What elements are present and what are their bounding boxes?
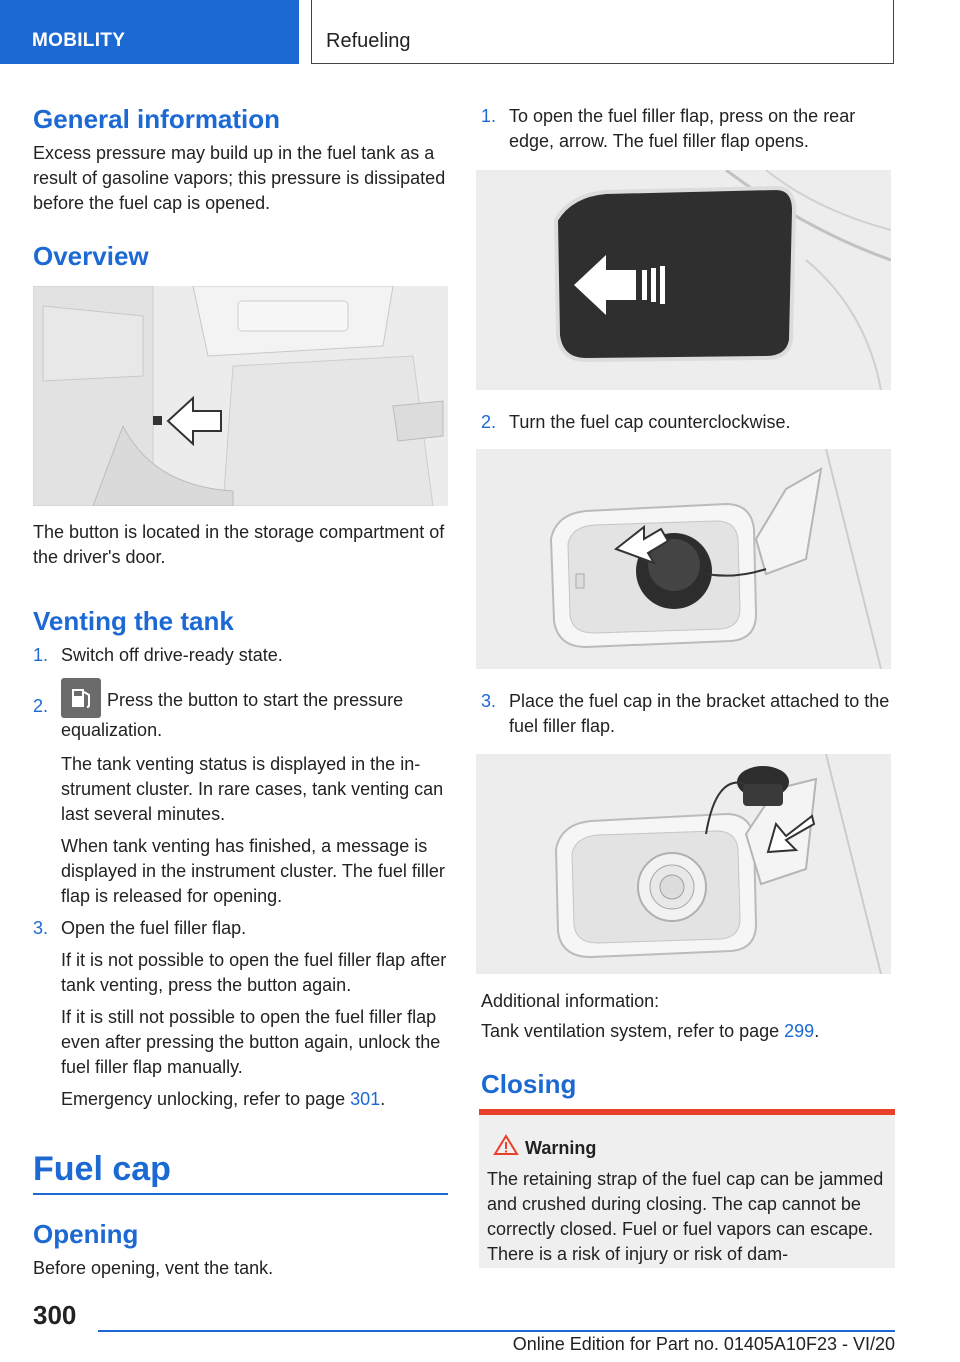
fuel-flap-illustration <box>476 170 891 390</box>
venting-step-paragraph: If it is not possible to open the fuel filler flap after tank venting, press the button again. <box>61 950 447 995</box>
fuel-cap-bracket-drawing <box>476 754 891 974</box>
page-number: 300 <box>33 1300 77 1330</box>
venting-step-paragraph: When tank venting has finished, a message is displayed in the instrument cluster. The fuel filler flap is released for opening. <box>61 836 445 906</box>
warning-box <box>479 1115 895 1268</box>
section-label: MOBILITY <box>32 30 126 51</box>
fuel-cap-bracket-illustration <box>476 754 891 974</box>
heading-rule <box>33 1193 448 1195</box>
cross-reference-text: Emergency unlocking, refer to page <box>61 1089 351 1109</box>
venting-step-text: Switch off drive-ready state. <box>61 645 283 665</box>
opening-step-number: 1. <box>481 106 497 126</box>
fuel-cap-turn-illustration <box>476 449 891 669</box>
venting-step-paragraph: If it is still not possible to open the fuel filler flap even after pressing the button again, unlock the fuel filler flap manually. <box>61 1007 441 1077</box>
opening-step-number: 3. <box>481 691 497 711</box>
cross-reference-text: Tank ventilation system, refer to page <box>481 1021 785 1041</box>
venting-step-paragraph <box>61 1087 448 1112</box>
fuel-pump-button-icon <box>61 678 101 718</box>
door-storage-illustration <box>33 286 448 506</box>
venting-step-number: 1. <box>33 645 49 665</box>
footer-rule <box>98 1330 895 1332</box>
fuel-cap-turn-drawing <box>476 449 891 669</box>
fuel-cap-heading: Fuel cap <box>33 1150 171 1188</box>
edition-footer: Online Edition for Part no. 01405A10F23 - VI/20 <box>512 1334 895 1354</box>
page-301-link[interactable]: 301 <box>350 1089 381 1109</box>
warning-text: The retaining strap of the fuel cap can be jammed and crushed during closing. The cap cannot be correctly closed. Fuel or fuel vapors can escape. There is a risk of injury or risk of dam- <box>487 1169 884 1264</box>
opening-text: Before opening, vent the tank. <box>33 1258 274 1278</box>
fuel-pump-glyph <box>61 678 101 718</box>
fuel-flap-drawing <box>476 170 891 390</box>
general-information-text: Excess pressure may build up in the fuel tank as a result of gasoline vapors; this pressure is dissipated before the fuel cap is opened. <box>33 143 446 213</box>
venting-step-text <box>61 678 448 743</box>
tank-ventilation-reference <box>481 1019 895 1044</box>
door-storage-drawing <box>33 286 448 506</box>
cross-reference-end: . <box>814 1021 820 1041</box>
venting-step-number: 3. <box>33 918 49 938</box>
opening-step-text: To open the fuel filler flap, press on the rear edge, arrow. The fuel filler flap opens. <box>509 106 856 151</box>
page-299-link[interactable]: 299 <box>784 1021 815 1041</box>
venting-heading: Venting the tank <box>33 606 234 636</box>
overview-heading: Overview <box>33 241 149 271</box>
venting-step-2-text: Press the button to start the pressure equalization. <box>61 690 404 740</box>
topic-tab <box>311 0 894 64</box>
section-tab <box>0 0 299 64</box>
venting-step-paragraph: The tank venting status is displayed in the instrument cluster. In rare cases, tank venting can last several minutes. <box>61 754 444 824</box>
general-information-heading: General information <box>33 104 281 134</box>
venting-step-number: 2. <box>33 696 49 716</box>
cross-reference-end: . <box>380 1089 386 1109</box>
opening-heading: Opening <box>33 1219 139 1249</box>
warning-title: Warning <box>525 1138 597 1158</box>
opening-step-number: 2. <box>481 412 497 432</box>
closing-heading: Closing <box>481 1069 577 1099</box>
overview-caption: The button is located in the storage compartment of the driver's door. <box>33 522 445 567</box>
warning-triangle-icon <box>493 1134 519 1156</box>
additional-information-label: Additional information: <box>481 991 660 1011</box>
opening-step-text: Turn the fuel cap counterclockwise. <box>509 412 791 432</box>
topic-label: Refueling <box>326 30 411 52</box>
opening-step-text: Place the fuel cap in the bracket attached to the fuel filler flap. <box>509 691 890 736</box>
venting-step-text: Open the fuel filler flap. <box>61 918 247 938</box>
